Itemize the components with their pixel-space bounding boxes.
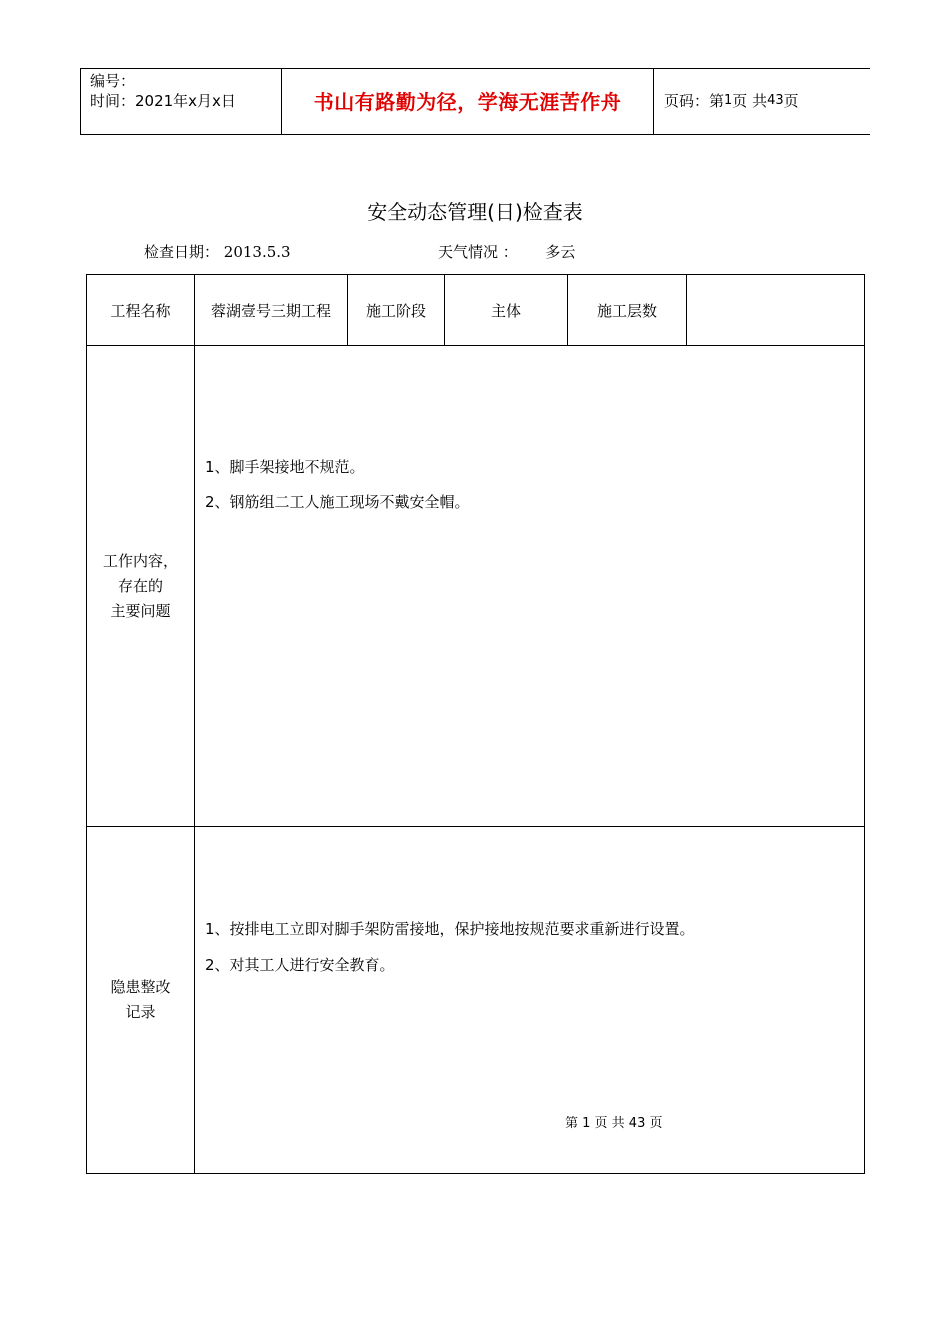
page-title: 安全动态管理(日)检查表 <box>367 200 583 224</box>
work-content-cell <box>195 346 865 827</box>
construction-floors-value <box>687 275 865 346</box>
inspection-date <box>144 241 291 262</box>
hazard-label-line: 隐患整改 <box>110 978 171 996</box>
weather-label: 天气情况 ： <box>438 243 518 261</box>
weather-value: 多云 <box>545 243 576 261</box>
inspection-table <box>86 274 865 1174</box>
page-suffix: 页 <box>783 92 799 110</box>
project-name-value: 蓉湖壹号三期工程 <box>195 275 348 346</box>
work-content-row <box>87 346 865 827</box>
header-info-cell <box>81 69 282 134</box>
hazard-label-line: 记录 <box>125 1003 156 1021</box>
page-total: 43 <box>767 93 784 108</box>
hazard-item: 1、按排电工立即对脚手架防雷接地，保护接地按规范要求重新进行设置。 <box>205 920 695 938</box>
hazard-rectification-row <box>87 827 865 1174</box>
time-label: 时间：2021年x月x日 <box>90 92 236 110</box>
document-header <box>80 68 870 135</box>
header-motto: 书山有路勤为径，学海无涯苦作舟 <box>282 69 654 134</box>
work-label-line: 主要问题 <box>110 601 171 620</box>
work-label-line: 工作内容， <box>102 551 178 570</box>
serial-label: 编号： <box>90 72 136 90</box>
hazard-item: 2、对其工人进行安全教育。 <box>205 956 395 974</box>
work-content-label <box>87 346 195 827</box>
page-mid: 页 共 <box>732 92 768 110</box>
construction-floors-label: 施工层数 <box>568 275 687 346</box>
hazard-rectification-cell <box>195 827 865 1174</box>
work-item: 2、钢筋组二工人施工现场不戴安全帽。 <box>205 493 470 511</box>
construction-stage-value: 主体 <box>445 275 568 346</box>
weather-info <box>438 241 575 262</box>
work-label-line: 存在的 <box>117 576 163 595</box>
page-prefix: 页码：第 <box>664 92 725 110</box>
construction-stage-label: 施工阶段 <box>348 275 445 346</box>
header-page-number <box>654 69 870 134</box>
footer-page-number: 第 1 页 共 43 页 <box>565 1116 663 1131</box>
date-label: 检查日期： <box>144 243 220 261</box>
date-value: 2013.5.3 <box>223 243 291 261</box>
hazard-rectification-label <box>87 827 195 1174</box>
project-info-row <box>87 275 865 346</box>
page-current: 1 <box>724 93 733 108</box>
work-item: 1、脚手架接地不规范。 <box>205 458 365 476</box>
project-name-label: 工程名称 <box>87 275 195 346</box>
